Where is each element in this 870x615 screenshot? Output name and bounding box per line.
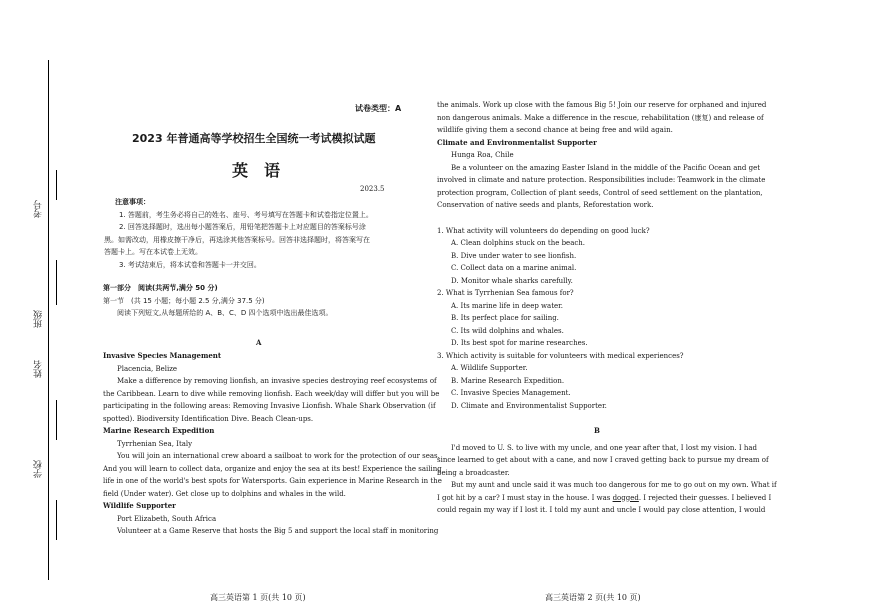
- section-block: [103, 282, 413, 320]
- exam-type: 试卷类型：A: [355, 104, 402, 113]
- footer-right: 高三英语第 2 页(共 10 页): [545, 593, 641, 602]
- left-column: [103, 350, 442, 538]
- climate-title: Climate and Environmentalist Supporter: [437, 137, 597, 147]
- marine-title: Marine Research Expedition: [103, 426, 215, 435]
- option-3c: C. Invasive Species Management.: [451, 389, 571, 397]
- passage-line: being a broadcaster.: [437, 468, 510, 477]
- marine-place: Tyrrhenian Sea, Italy: [117, 439, 193, 448]
- option-1c: C. Collect data on a marine animal.: [451, 264, 577, 272]
- passage-line: participating in the following areas: Removing Invasive Lionfish. Whale Shark Observation (if: [103, 402, 436, 410]
- question-1: 1. What activity will volunteers do depending on good luck?: [437, 226, 650, 235]
- invasive-title: Invasive Species Management: [103, 351, 222, 360]
- passage-line: since learned to get about with a cane, and now I craved getting back to pursue my dream of: [437, 456, 769, 464]
- passage-text: . I rejected their guesses. I believed I: [638, 493, 772, 502]
- option-1b: B. Dive under water to see lionfish.: [451, 251, 577, 260]
- page-title: 2023 年普通高等学校招生全国统一考试模拟试题: [132, 132, 376, 145]
- school-blank: [56, 500, 57, 540]
- passage-line: You will join an international crew aboard a sailboat to work for the protection of our seas.: [117, 452, 440, 460]
- section-part: 第一部分 阅读(共两节,满分 50 分): [103, 284, 218, 292]
- option-2d: D. Its best spot for marine researches.: [451, 339, 588, 347]
- school-label: 学校: [34, 460, 44, 478]
- subject-title: 英 语: [232, 161, 281, 180]
- footer-left: 高三英语第 1 页(共 10 页): [210, 593, 306, 602]
- passage-text: I got hit by a car? I must stay in the house. I was: [437, 493, 613, 502]
- exam-date: 2023.5: [360, 185, 385, 193]
- question-3: 3. Which activity is suitable for volunteers with medical experiences?: [437, 351, 684, 360]
- exam-no-label: 考号: [34, 200, 44, 218]
- option-2b: B. Its perfect place for sailing.: [451, 314, 559, 322]
- wildlife-title: Wildlife Supporter: [103, 501, 176, 510]
- notice-block: [104, 196, 415, 271]
- option-1d: D. Monitor whale sharks carefully.: [451, 276, 573, 285]
- passage-line: life in one of the world's best spots for Watersports. Gain experience in Marine Research in the: [103, 477, 442, 485]
- passage-line: I'd moved to U. S. to live with my uncle, and one year after that, I lost my vision. I had: [451, 443, 758, 452]
- right-column: [437, 99, 777, 517]
- option-3b: B. Marine Research Expedition.: [451, 376, 565, 385]
- section-instruction: 阅读下列短文,从每题所给的 A、B、C、D 四个选项中选出最佳选项。: [117, 309, 333, 317]
- name-blank: [56, 400, 57, 440]
- notice-line: 黑。如需改动，用橡皮擦干净后，再选涂其他答案标号。回答非选择题时，将答案写在: [104, 235, 370, 244]
- wildlife-place: Port Elizabeth, South Africa: [117, 514, 217, 523]
- passage-line: the Caribbean. Learn to dive while removing lionfish. Each week/day will differ but you will be: [103, 389, 440, 398]
- passage-a-label: A: [256, 338, 262, 347]
- passage-line: Conservation of native seeds and plants, Reforestation work.: [437, 201, 654, 209]
- passage-line: field (Under water). Get close up to dolphins and whales in the wild.: [103, 489, 346, 498]
- invasive-place: Placencia, Belize: [117, 364, 178, 373]
- passage-line: protection program, Collection of plant seeds, Control of seed settlement on the plantation,: [437, 188, 763, 197]
- passage-line: involved in climate and nature protection. Responsibilities include: Teamwork in the climate: [437, 176, 766, 184]
- passage-line: Volunteer at a Game Reserve that hosts the Big 5 and support the local staff in monitoring: [117, 527, 439, 535]
- option-2c: C. Its wild dolphins and whales.: [451, 326, 564, 335]
- option-1a: A. Clean dolphins stuck on the beach.: [451, 239, 586, 247]
- passage-line: But my aunt and uncle said it was much too dangerous for me to go out on my own. What if: [451, 481, 777, 489]
- passage-line: Make a difference by removing lionfish, an invasive species destroying reef ecosystems of: [117, 377, 437, 385]
- option-3d: D. Climate and Environmentalist Supporter.: [451, 401, 607, 410]
- notice-line: 1. 答题前，考生务必将自己的姓名、座号、考号填写在答题卡和试卷指定位置上。: [119, 210, 373, 219]
- passage-line: the animals. Work up close with the famous Big 5! Join our reserve for orphaned and injured: [437, 101, 767, 109]
- class-label: 班级: [34, 310, 44, 328]
- passage-line: spotted). Biodiversity Identification Dive. Beach Clean-ups.: [103, 414, 314, 423]
- passage-line: Be a volunteer on the amazing Easter Island in the middle of the Pacific Ocean and get: [451, 163, 761, 172]
- passage-b-label: B: [594, 426, 600, 435]
- notice-line: 2. 回答选择题时，选出每小题答案后，用铅笔把答题卡上对应题目的答案标号涂: [119, 223, 366, 231]
- passage-line: [437, 492, 772, 505]
- passage-line: non dangerous animals. Make a difference in the rescue, rehabilitation (康复) and release of: [437, 113, 764, 122]
- notice-line: 答题卡上。写在本试卷上无效。: [104, 248, 202, 256]
- passage-line: wildlife giving them a second chance at being free and wild again.: [437, 126, 673, 134]
- climate-place: Hunga Roa, Chile: [451, 151, 514, 159]
- exam-no-blank: [56, 170, 57, 200]
- passage-line: And you will learn to collect data, organize and enjoy the sea at its best! Experience the sailing: [103, 464, 442, 473]
- name-label: 姓名: [34, 360, 44, 378]
- option-2a: A. Its marine life in deep water.: [451, 301, 563, 310]
- question-2: 2. What is Tyrrhenian Sea famous for?: [437, 289, 574, 297]
- notice-line: 3. 考试结束后，将本试卷和答题卡一并交回。: [119, 260, 261, 269]
- section-sub: 第一节 (共 15 小题；每小题 2.5 分,满分 37.5 分): [103, 296, 265, 305]
- underlined-word: dogged: [612, 493, 639, 502]
- option-3a: A. Wildlife Supporter.: [451, 364, 528, 372]
- notice-heading: 注意事项：: [115, 198, 150, 206]
- class-blank: [56, 260, 57, 305]
- passage-line: could regain my way if I lost it. I told my aunt and uncle I would pay close attention, I would: [437, 506, 766, 514]
